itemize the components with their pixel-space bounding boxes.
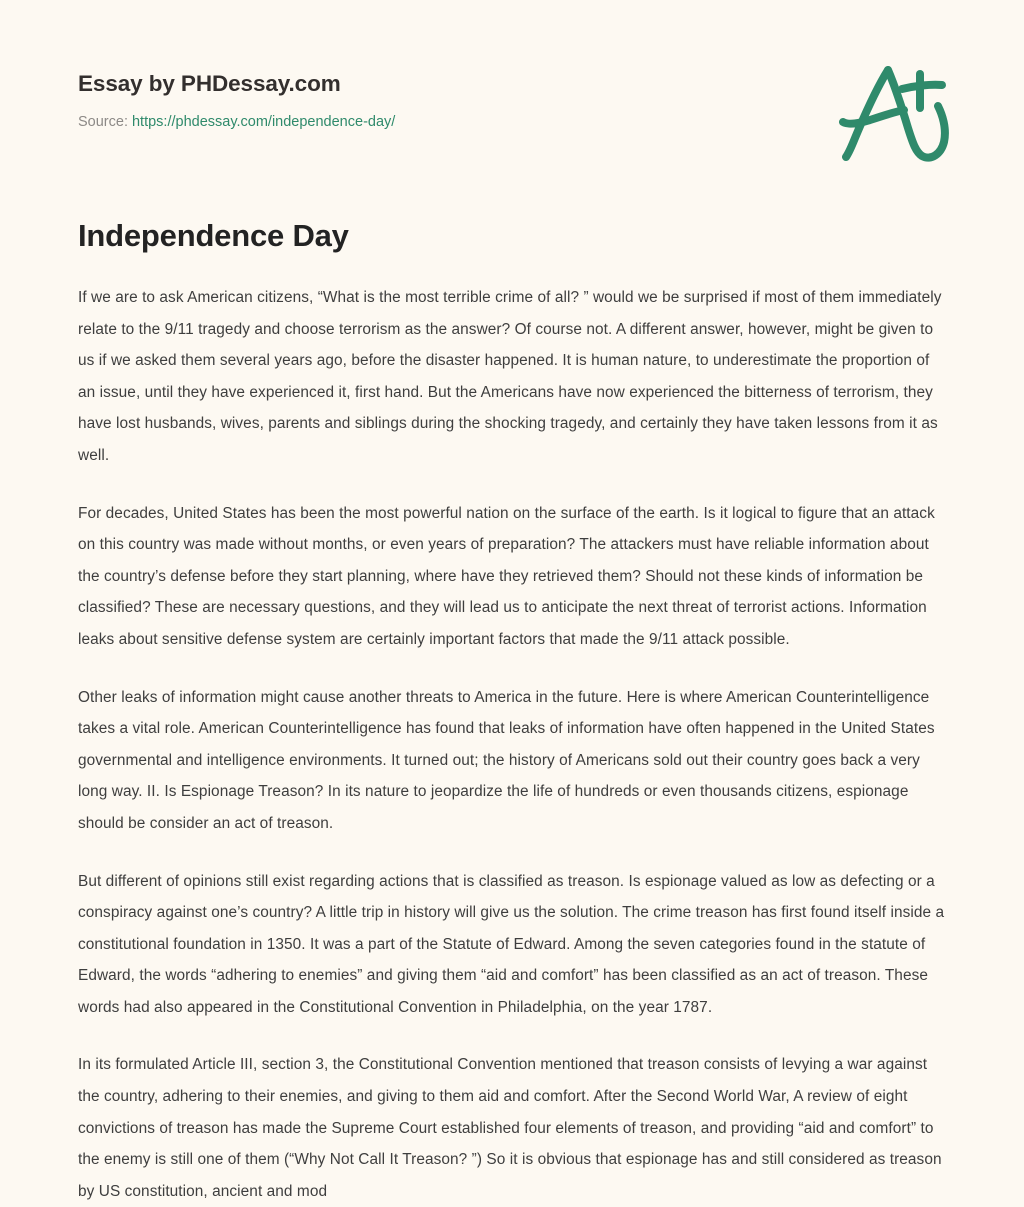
source-url-link[interactable]: https://phdessay.com/independence-day/ [131,114,396,130]
page-header [78,0,946,130]
paragraph: In its formulated Article III, section 3, the Constitutional Convention mentioned that treason consists of levying a war against the country, adhering to their enemies, and giving to them aid and comfort. After the Second World War, A review of eight convictions of treason has made the Supreme Court established four elements of treason, and providing “aid and comfort” to the enemy is still one of them (“Why Not Call It Treason? ”) So it is obvious that espionage has and still considered as treason by US constitution, ancient and mod [78,1056,942,1200]
paragraph: But different of opinions still exist regarding actions that is classified as treason. Is espionage valued as low as defecting or a conspiracy against one’s country? A little trip in history will give us the solution. The crime treason has first found itself inside a constitutional foundation in 1350. It was a part of the Statute of Edward. Among the seven categories found in the statute of Edward, the words “adhering to enemies” and giving them “aid and comfort” has been classified as an act of treason. These words had also appeared in the Constitutional Convention in Philadelphia, on the year 1787. [78,872,945,1016]
paragraph: For decades, United States has been the most powerful nation on the surface of the earth. Is it logical to figure that an attack on this country was made without months, or even years of preparation? The attackers must have reliable information about the country’s defense before they start planning, where have they retrieved them? Should not these kinds of information be classified? These are necessary questions, and they will lead us to anticipate the next threat of terrorist actions. Information leaks about sensitive defense system are certainly important factors that made the 9/11 attack possible. [78,504,935,648]
source-label: Source: [78,114,128,130]
essay-body [78,282,946,1207]
paragraph: If we are to ask American citizens, “What is the most terrible crime of all? ” would we be surprised if most of them immediately relate to the 9/11 tragedy and choose terrorism as the answer? Of course not. A different answer, however, might be given to us if we asked them several years ago, before the disaster happened. It is human nature, to underestimate the proportion of an issue, until they have experienced it, first hand. But the Americans have now experienced the bitterness of terrorism, they have lost husbands, wives, parents and siblings during the shocking tragedy, and certainly they have taken lessons from it as well. [78,289,942,464]
brand-title: Essay by PHDessay.com [78,71,341,96]
page-title: Independence Day [78,218,349,253]
paragraph: Other leaks of information might cause another threats to America in the future. Here is where American Counterintelligence takes a vital role. American Counterintelligence has found that leaks of information have often happened in the United States governmental and intelligence environments. It turned out; the history of Americans sold out their country goes back a very long way. II. Is Espionage Treason? In its nature to jeopardize the life of hundreds or even thousands citizens, espionage should be consider an act of treason. [78,688,935,832]
source-line [78,113,946,132]
